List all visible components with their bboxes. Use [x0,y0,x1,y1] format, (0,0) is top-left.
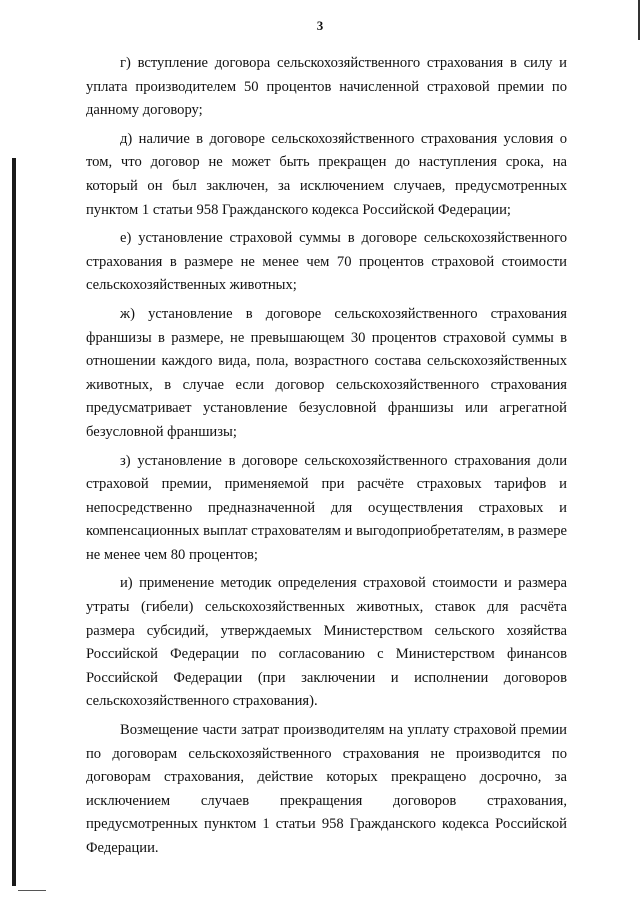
paragraph-zh: ж) установление в договоре сельскохозяйственного страхования франшизы в размере, не превышающем 30 процентов страховой суммы в отношении каждого вида, пола, возрастного состава сельскохозяйственных животных, в случае если договор сельскохозяйственного страхования предусматривает установление безусловной франшизы или агрегатной безусловной франшизы; [86,305,567,440]
paragraph-d: д) наличие в договоре сельскохозяйственного страхования условия о том, что договор не может быть прекращен до наступления срока, на который он был заключен, за исключением случаев, предусмотренных пунктом 1 статьи 958 Гражданского кодекса Российской Федерации; [86,130,567,218]
page-number: 3 [316,18,324,33]
scan-corner-mark [18,890,46,891]
paragraph-e: е) установление страховой суммы в договоре сельскохозяйственного страхования в размере не менее чем 70 процентов страховой стоимости сельскохозяйственных животных; [86,230,567,294]
paragraph-z: з) установление в договоре сельскохозяйственного страхования доли страховой премии, применяемой при расчёте страховых тарифов и непосредственно предназначенной для осуществления страховых и компенсационных выплат страхователям и выгодоприобретателям, в размере не менее чем 80 процентов; [86,452,567,563]
document-body [86,52,567,861]
paragraph-g: г) вступление договора сельскохозяйственного страхования в силу и уплата производителем 50 процентов начисленной страховой премии по данному договору; [86,55,567,119]
scan-binding-bar [12,158,16,886]
paragraph-reimbursement: Возмещение части затрат производителям на уплату страховой премии по договорам сельскохозяйственного страхования не производится по договорам страхования, действие которых прекращено досрочно, за исключением случаев прекращения договоров страхования, предусмотренных пунктом 1 статьи 958 Гражданского кодекса Российской Федерации. [86,722,567,856]
paragraph-i: и) применение методик определения страховой стоимости и размера утраты (гибели) сельскохозяйственных животных, ставок для расчёта размера субсидий, утверждаемых Министерством сельского хозяйства Российской Федерации по согласованию с Министерством финансов Российской Федерации (при заключении и исполнении договоров сельскохозяйственного страхования). [86,575,567,710]
